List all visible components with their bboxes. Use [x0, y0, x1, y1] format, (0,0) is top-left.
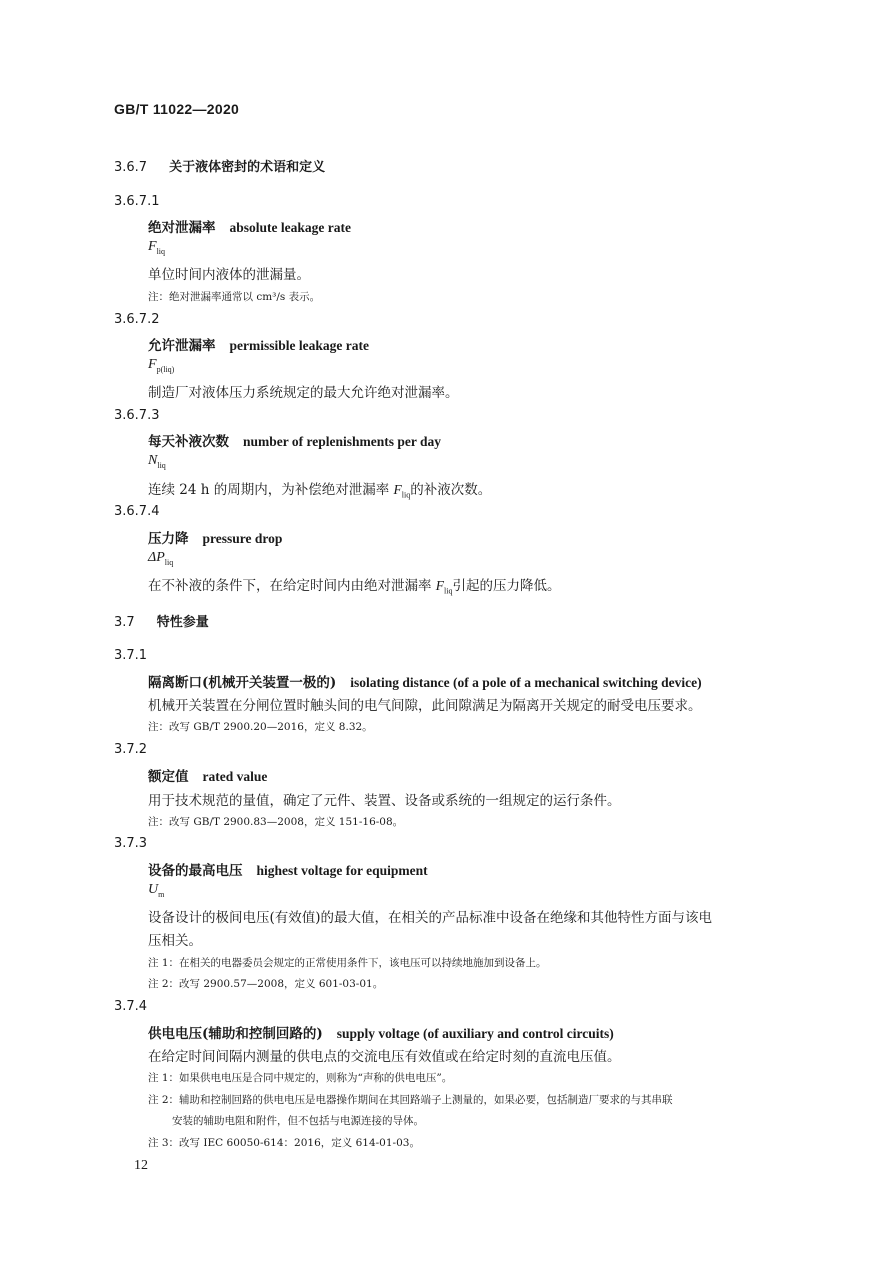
term-title [148, 1022, 614, 1042]
term-definition: 在给定时间间隔内测量的供电点的交流电压有效值或在给定时刻的直流电压值。 [148, 1049, 621, 1065]
term-zh: 隔离断口(机械开关装置一极的) [148, 675, 337, 691]
term-zh: 设备的最高电压 [148, 863, 243, 879]
term-note: 注：改写 GB/T 2900.83—2008，定义 151-16-08。 [148, 816, 404, 828]
term-number: 3.7.4 [114, 999, 148, 1014]
term-title [148, 671, 702, 691]
section-heading-3-7 [114, 611, 209, 630]
document-code: GB/T 11022—2020 [114, 101, 240, 117]
term-number: 3.7.2 [114, 742, 148, 757]
term-note: 注：绝对泄漏率通常以 cm³/s 表示。 [148, 291, 321, 303]
term-zh: 绝对泄漏率 [148, 220, 216, 236]
term-number: 3.7.1 [114, 648, 148, 663]
term-note: 注 1：如果供电电压是合同中规定的，则称为“声称的供电电压”。 [148, 1072, 453, 1084]
term-zh: 每天补液次数 [148, 434, 229, 450]
term-note-cont: 安装的辅助电阻和附件，但不包括与电源连接的导体。 [172, 1115, 424, 1127]
page-number: 12 [134, 1158, 148, 1173]
term-number: 3.6.7.1 [114, 194, 160, 209]
term-definition: 单位时间内液体的泄漏量。 [148, 267, 310, 283]
term-symbol: $\Delta P_{liq}$ [148, 550, 174, 567]
term-title [148, 765, 267, 785]
term-en: supply voltage (of auxiliary and control circuits) [336, 1026, 614, 1041]
term-zh: 允许泄漏率 [148, 338, 216, 354]
section-number: 3.6.7 [114, 160, 148, 175]
term-zh: 压力降 [148, 531, 189, 547]
term-note: 注 1：在相关的电器委员会规定的正常使用条件下，该电压可以持续地施加到设备上。 [148, 957, 547, 969]
term-title [148, 216, 351, 236]
term-number: 3.6.7.4 [114, 504, 160, 519]
term-title [148, 334, 369, 354]
section-title: 关于液体密封的术语和定义 [169, 160, 326, 175]
term-title [148, 859, 428, 879]
term-definition: 设备设计的极间电压(有效值)的最大值，在相关的产品标准中设备在绝缘和其他特性方面与该电 [148, 910, 713, 926]
term-number: 3.7.3 [114, 836, 148, 851]
term-en: highest voltage for equipment [256, 863, 428, 878]
term-note: 注 2：辅助和控制回路的供电电压是电器操作期间在其回路端子上测量的，如果必要，包括制造厂要求的与其串联 [148, 1094, 673, 1106]
term-title [148, 430, 441, 450]
term-definition: 机械开关装置在分闸位置时触头间的电气间隙，此间隙满足为隔离开关规定的耐受电压要求。 [148, 698, 702, 714]
term-en: absolute leakage rate [229, 220, 351, 235]
term-definition: 用于技术规范的量值，确定了元件、装置、设备或系统的一组规定的运行条件。 [148, 793, 621, 809]
term-note: 注 3：改写 IEC 60050-614：2016，定义 614-01-03。 [148, 1137, 420, 1149]
term-symbol: $F_{p(liq)}$ [148, 357, 175, 374]
term-en: number of replenishments per day [243, 434, 442, 449]
term-definition: 连续 24 h 的周期内，为补偿绝对泄漏率 $F_{liq}$的补液次数。 [148, 482, 492, 500]
term-title [148, 527, 282, 547]
section-heading-3-6-7 [114, 156, 325, 175]
term-symbol: $U_m$ [148, 882, 165, 899]
term-symbol: $F_{liq}$ [148, 239, 166, 256]
term-number: 3.6.7.2 [114, 312, 160, 327]
section-number: 3.7 [114, 615, 135, 630]
term-number: 3.6.7.3 [114, 408, 160, 423]
term-zh: 供电电压(辅助和控制回路的) [148, 1026, 323, 1042]
term-definition-cont: 压相关。 [148, 933, 202, 949]
term-zh: 额定值 [148, 769, 189, 785]
term-en: isolating distance (of a pole of a mechanical switching device) [350, 675, 702, 690]
section-title: 特性参量 [156, 615, 209, 630]
term-en: permissible leakage rate [229, 338, 369, 353]
term-note: 注 2：改写 2900.57—2008，定义 601-03-01。 [148, 978, 384, 990]
term-symbol: $N_{liq}$ [148, 453, 166, 470]
term-definition: 在不补液的条件下，在给定时间内由绝对泄漏率 $F_{liq}$引起的压力降低。 [148, 578, 561, 596]
term-note: 注：改写 GB/T 2900.20—2016，定义 8.32。 [148, 721, 373, 733]
term-en: pressure drop [202, 531, 283, 546]
term-definition: 制造厂对液体压力系统规定的最大允许绝对泄漏率。 [148, 385, 459, 401]
term-en: rated value [202, 769, 268, 784]
